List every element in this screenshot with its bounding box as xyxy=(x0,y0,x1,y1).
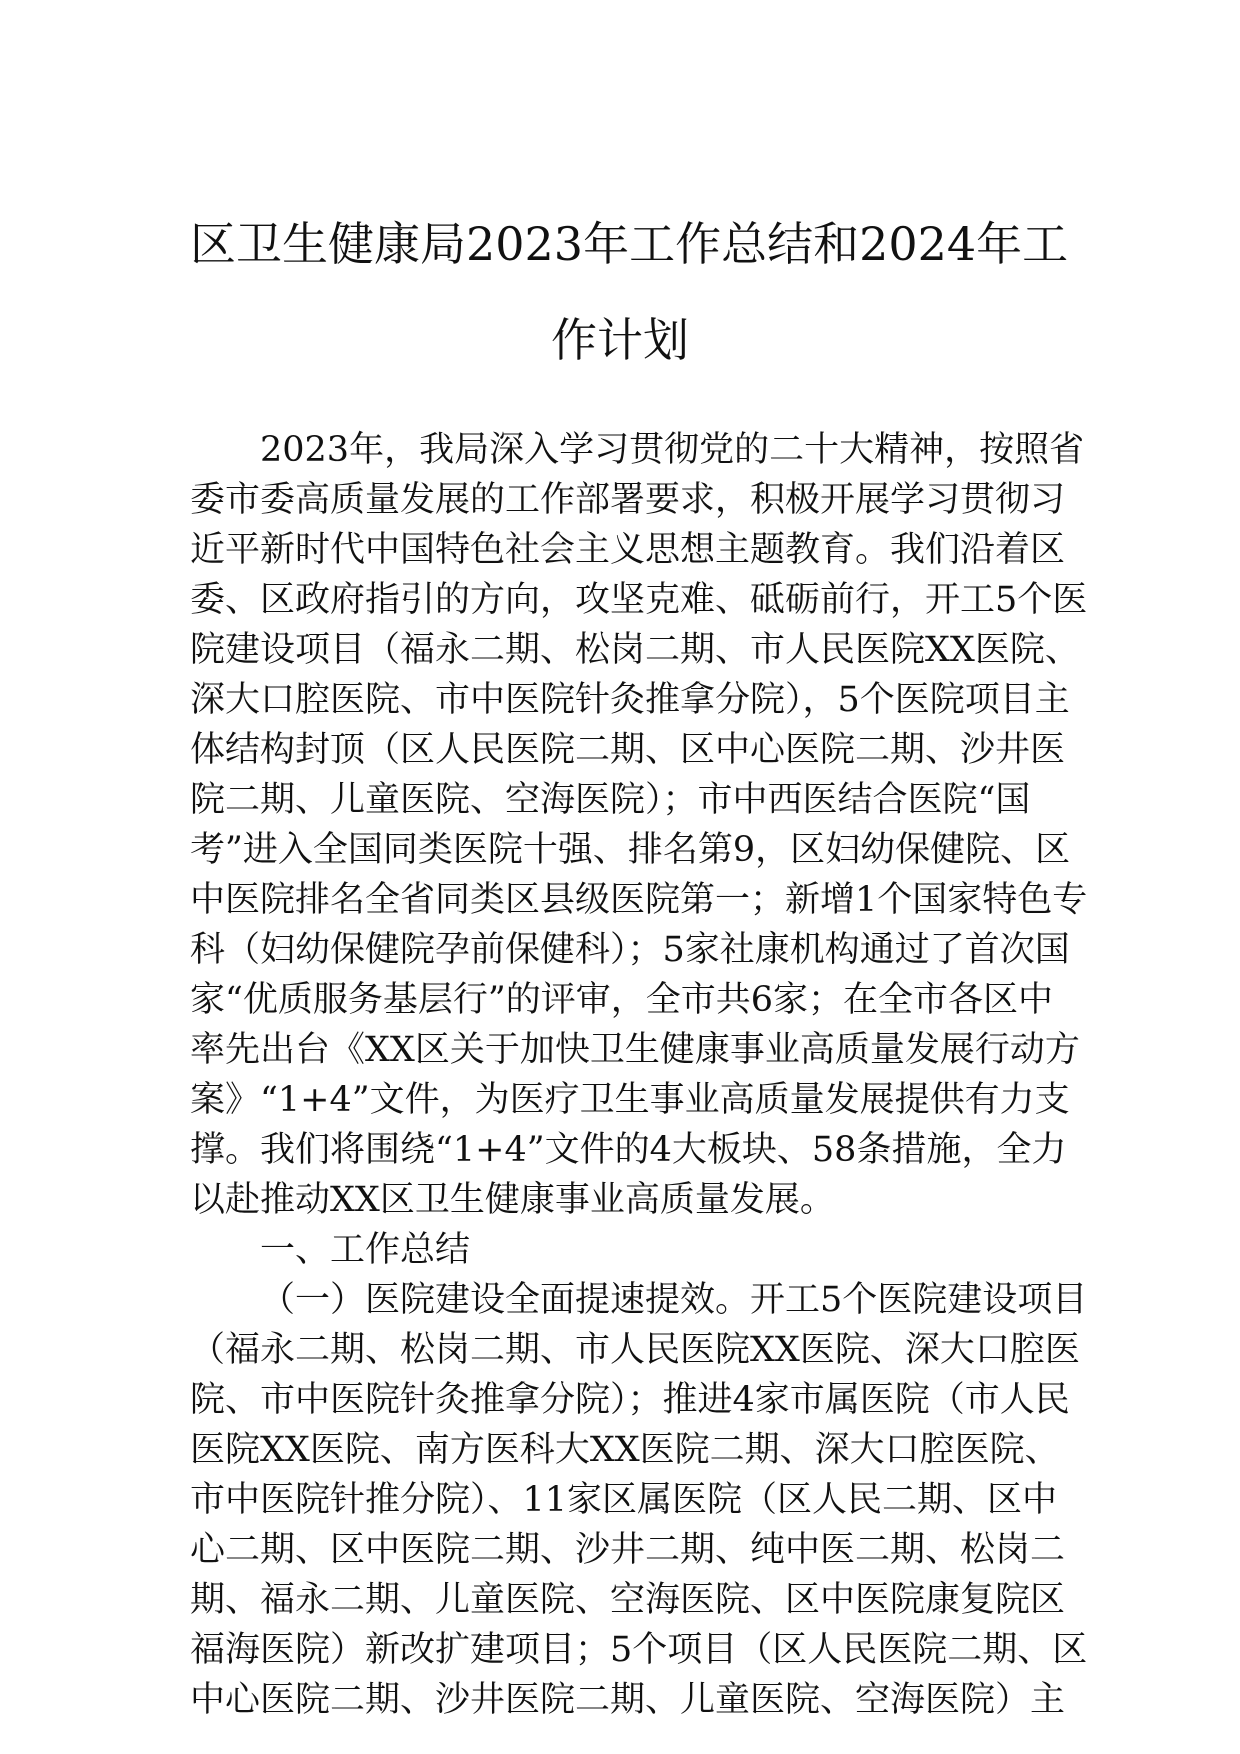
text-line: 率先出台《XX区关于加快卫生健康事业高质量发展行动方 xyxy=(190,1030,1080,1070)
text-line: 撑。我们将围绕“1+4”文件的4大板块、58条措施，全力 xyxy=(190,1130,1067,1170)
text-line: 近平新时代中国特色社会主义思想主题教育。我们沿着区 xyxy=(190,530,1066,570)
text-line: 以赴推动XX区卫生健康事业高质量发展。 xyxy=(190,1180,835,1220)
text-line: 医院XX医院、南方医科大XX医院二期、深大口腔医院、 xyxy=(190,1430,1060,1470)
title-line-2: 作计划 xyxy=(551,313,689,367)
section-1-paragraph xyxy=(190,1275,1088,1725)
text-line: 院二期、儿童医院、空海医院）；市中西医结合医院“国 xyxy=(190,780,1031,820)
text-line: 委市委高质量发展的工作部署要求，积极开展学习贯彻习 xyxy=(190,480,1066,520)
text-line: 市中医院针推分院）、11家区属医院（区人民二期、区中 xyxy=(190,1480,1058,1520)
text-line: 福海医院）新改扩建项目；5个项目（区人民医院二期、区 xyxy=(190,1630,1088,1670)
text-line: （一）医院建设全面提速提效。开工5个医院建设项目 xyxy=(260,1280,1088,1320)
text-line: 院建设项目（福永二期、松岗二期、市人民医院XX医院、 xyxy=(190,630,1080,670)
text-line: 家“优质服务基层行”的评审，全市共6家；在全市各区中 xyxy=(190,980,1054,1020)
text-line: （福永二期、松岗二期、市人民医院XX医院、深大口腔医 xyxy=(190,1330,1080,1370)
intro-paragraph xyxy=(190,425,1088,1225)
section-heading-work-summary: 一、工作总结 xyxy=(260,1230,471,1270)
text-line: 院、市中医院针灸推拿分院）；推进4家市属医院（市人民 xyxy=(190,1380,1070,1420)
title-line-1: 区卫生健康局2023年工作总结和2024年工 xyxy=(190,217,1069,271)
text-line: 考”进入全国同类医院十强、排名第9，区妇幼保健院、区 xyxy=(190,830,1071,870)
document-title xyxy=(190,196,1069,388)
document-body xyxy=(190,425,1088,1725)
text-line: 中医院排名全省同类区县级医院第一；新增1个国家特色专 xyxy=(190,880,1088,920)
text-line: 2023年，我局深入学习贯彻党的二十大精神，按照省 xyxy=(260,430,1085,470)
text-line: 深大口腔医院、市中医院针灸推拿分院），5个医院项目主 xyxy=(190,680,1070,720)
text-line: 期、福永二期、儿童医院、空海医院、区中医院康复院区 xyxy=(190,1580,1066,1620)
text-line: 心二期、区中医院二期、沙井二期、纯中医二期、松岗二 xyxy=(190,1530,1066,1570)
text-line: 中心医院二期、沙井医院二期、儿童医院、空海医院）主 xyxy=(190,1680,1066,1720)
text-line: 科（妇幼保健院孕前保健科）；5家社康机构通过了首次国 xyxy=(190,930,1070,970)
text-line: 案》“1+4”文件，为医疗卫生事业高质量发展提供有力支 xyxy=(190,1080,1070,1120)
text-line: 委、区政府指引的方向，攻坚克难、砥砺前行，开工5个医 xyxy=(190,580,1088,620)
text-line: 体结构封顶（区人民医院二期、区中心医院二期、沙井医 xyxy=(190,730,1066,770)
